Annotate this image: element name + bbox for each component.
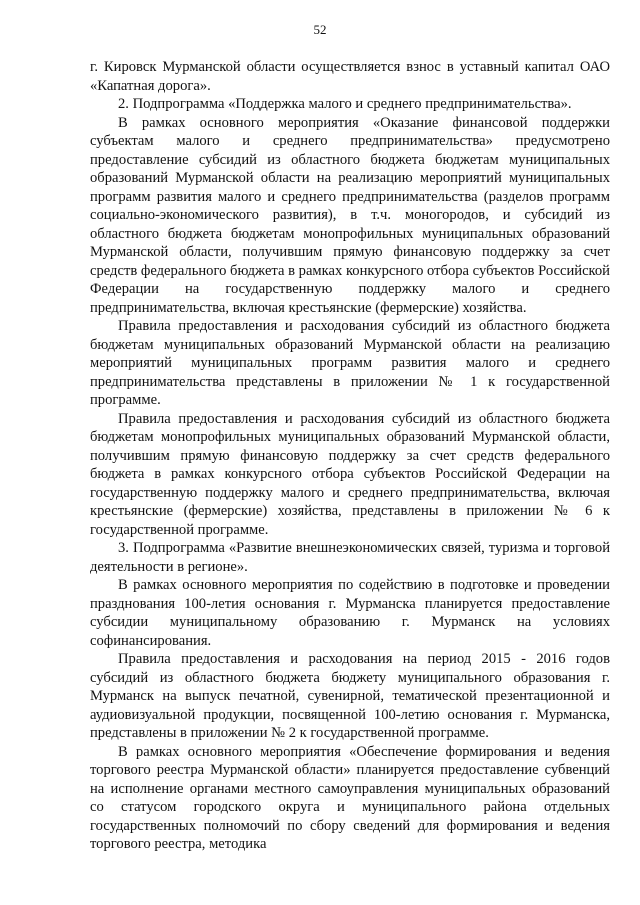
subprogram-3-heading: 3. Подпрограмма «Развитие внешнеэкономических связей, туризма и торговой деятельности в регионе».	[90, 540, 610, 575]
subprogram-2-heading: 2. Подпрограмма «Поддержка малого и среднего предпринимательства».	[118, 96, 572, 112]
paragraph-financial-support: В рамках основного мероприятия «Оказание финансовой поддержки субъектам малого и среднего предпринимательства» предусмотрено предоставление субсидий из областного бюджета бюджетам муниципальных образований Мурманской области на реализацию мероприятий муниципальных программ развития малого и среднего предпринимательства (разделов программ социально-экономического развития), в т.ч. моногородов, и субсидий из областного бюджета бюджетам монопрофильных муниципальных образований Мурманской области, получившим прямую финансовую поддержку за счет средств федерального бюджета в рамках конкурсного отбора субъектов Российской Федерации на государственную поддержку малого и среднего предпринимательства, включая крестьянские (фермерские) хозяйства.	[90, 114, 610, 316]
paragraph-rules-monoprofile: Правила предоставления и расходования субсидий из областного бюджета бюджетам монопрофильных муниципальных образований Мурманской области, получившим прямую финансовую поддержку за счет средств федерального бюджета в рамках конкурсного отбора субъектов Российской Федерации на государственную поддержку малого и среднего предпринимательства, включая крестьянские (фермерские) хозяйства, представлены в приложении № 6 к государственной программе.	[90, 410, 610, 538]
paragraph-murmansk-centenary: В рамках основного мероприятия по содействию в подготовке и проведении празднования 100-летия основания г. Мурманска планируется предоставление субсидии муниципальному образованию г. Мурманск на условиях софинансирования.	[90, 577, 610, 649]
document-body	[90, 58, 610, 854]
paragraph-trade-registry: В рамках основного мероприятия «Обеспечение формирования и ведения торгового реестра Мурманской области» планируется предоставление субвенций на исполнение органами местного самоуправления муниципальных образований со статусом городского округа и муниципального района отдельных государственных полномочий по сбору сведений для формирования и ведения торгового реестра, методика	[90, 743, 610, 852]
paragraph-kirovsk-continuation: г. Кировск Мурманской области осуществляется взнос в уставный капитал ОАО «Капатная дорога».	[90, 59, 610, 94]
page-number: 52	[313, 22, 327, 37]
paragraph-rules-2015-2016: Правила предоставления и расходования на период 2015 - 2016 годов субсидий из областного бюджета бюджету муниципального образования г. Мурманск на выпуск печатной, сувенирной, тематической презентационной и аудиовизуальной продукции, посвященной 100-летию основания г. Мурманска, представлены в приложении № 2 к государственной программе.	[90, 651, 610, 741]
paragraph-rules-municipal-programs: Правила предоставления и расходования субсидий из областного бюджета бюджетам муниципальных образований Мурманской области на реализацию мероприятий муниципальных программ развития малого и среднего предпринимательства представлены в приложении № 1 к государственной программе.	[90, 318, 610, 408]
